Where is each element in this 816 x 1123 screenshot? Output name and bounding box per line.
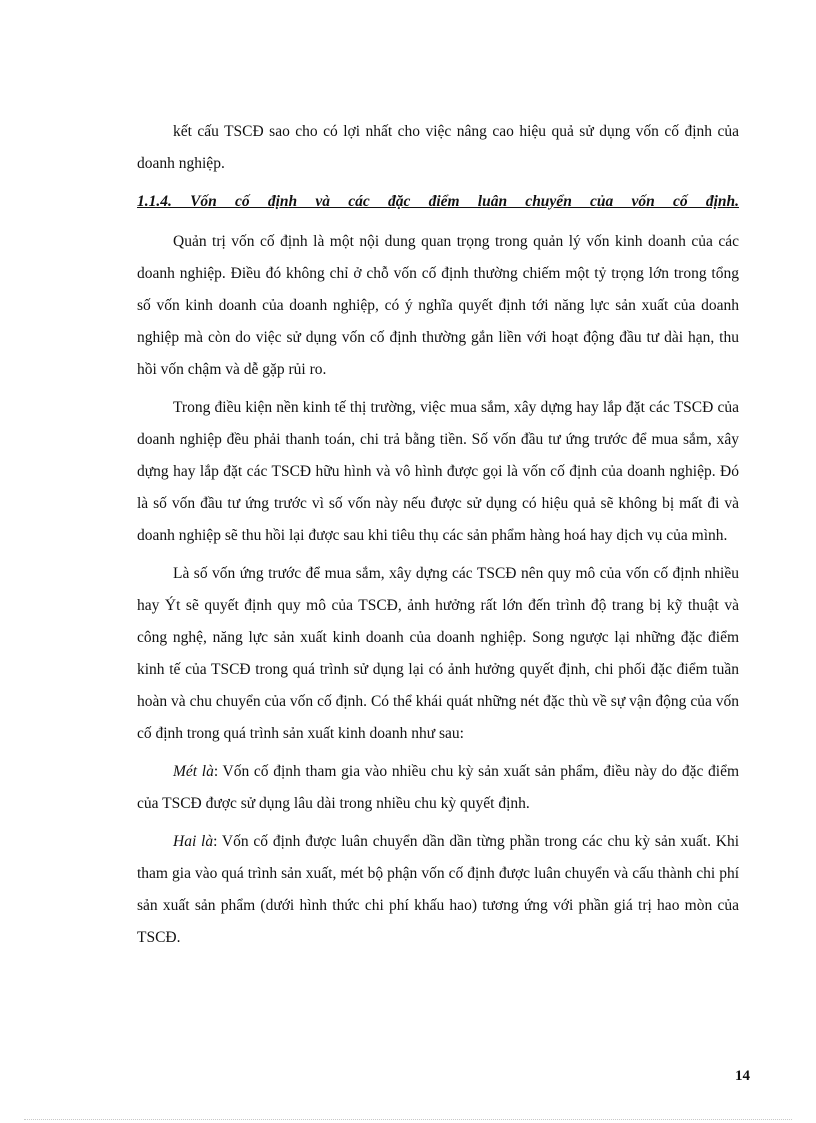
paragraph-market-economy: Trong điều kiện nền kinh tế thị trường, việc mua sắm, xây dựng hay lắp đặt các TSCĐ của doanh nghiệp đều phải thanh toán, chi trả bằng tiền. Số vốn đầu tư ứng trước để mua sắm, xây dựng hay lắp đặt các TSCĐ hữu hình và vô hình được gọi là vốn cố định của doanh nghiệp. Đó là số vốn đầu tư ứng trước vì số vốn này nếu được sử dụng có hiệu quả sẽ không bị mất đi và doanh nghiệp sẽ thu hồi lại được sau khi tiêu thụ các sản phẩm hàng hoá hay dịch vụ của mình. xyxy=(137,399,739,544)
paragraph-point-two xyxy=(137,826,739,954)
paragraph-intro: kết cấu TSCĐ sao cho có lợi nhất cho việc nâng cao hiệu quả sử dụng vốn cố định của doanh nghiệp. xyxy=(137,123,739,172)
point-two-lead: Hai là xyxy=(173,833,214,850)
paragraph-point-one xyxy=(137,756,739,820)
page-number: 14 xyxy=(735,1068,750,1084)
document-body xyxy=(137,116,739,954)
paragraph-capital-scale: Là số vốn ứng trước để mua sắm, xây dựng các TSCĐ nên quy mô của vốn cố định nhiều hay Ýt sẽ quyết định quy mô của TSCĐ, ảnh hưởng rất lớn đến trình độ trang bị kỹ thuật và công nghệ, năng lực sản xuất kinh doanh của doanh nghiệp. Song ngược lại những đặc điểm kinh tế của TSCĐ trong quá trình sử dụng lại có ảnh hưởng quyết định, chi phối đặc điểm tuần hoàn và chu chuyển của vốn cố định. Có thể khái quát những nét đặc thù về sự vận động của vốn cố định trong quá trình sản xuất kinh doanh như sau: xyxy=(137,565,739,742)
point-two-text: : Vốn cố định được luân chuyển dần dần từng phần trong các chu kỳ sản xuất. Khi tham gia vào quá trình sản xuất, mét bộ phận vốn cố định được luân chuyển và cấu thành chi phí sản xuất sản phẩm (dưới hình thức chi phí khấu hao) tương ứng với phần giá trị hao mòn của TSCĐ. xyxy=(137,833,739,946)
footer-divider xyxy=(24,1119,792,1120)
point-one-lead: Mét là xyxy=(173,763,214,780)
paragraph-capital-management: Quản trị vốn cố định là một nội dung quan trọng trong quản lý vốn kinh doanh của các doanh nghiệp. Điều đó không chỉ ở chỗ vốn cố định thường chiếm một tỷ trọng lớn trong tổng số vốn kinh doanh của doanh nghiệp, có ý nghĩa quyết định tới năng lực sản xuất của doanh nghiệp mà còn do việc sử dụng vốn cố định thường gắn liền với hoạt động đầu tư dài hạn, thu hồi vốn chậm và dễ gặp rủi ro. xyxy=(137,233,739,378)
section-heading: 1.1.4. Vốn cố định và các đặc điểm luân chuyển của vốn cố định. xyxy=(137,193,739,210)
point-one-text: : Vốn cố định tham gia vào nhiều chu kỳ sản xuất sản phẩm, điều này do đặc điểm của TSCĐ được sử dụng lâu dài trong nhiều chu kỳ quyết định. xyxy=(137,763,740,812)
